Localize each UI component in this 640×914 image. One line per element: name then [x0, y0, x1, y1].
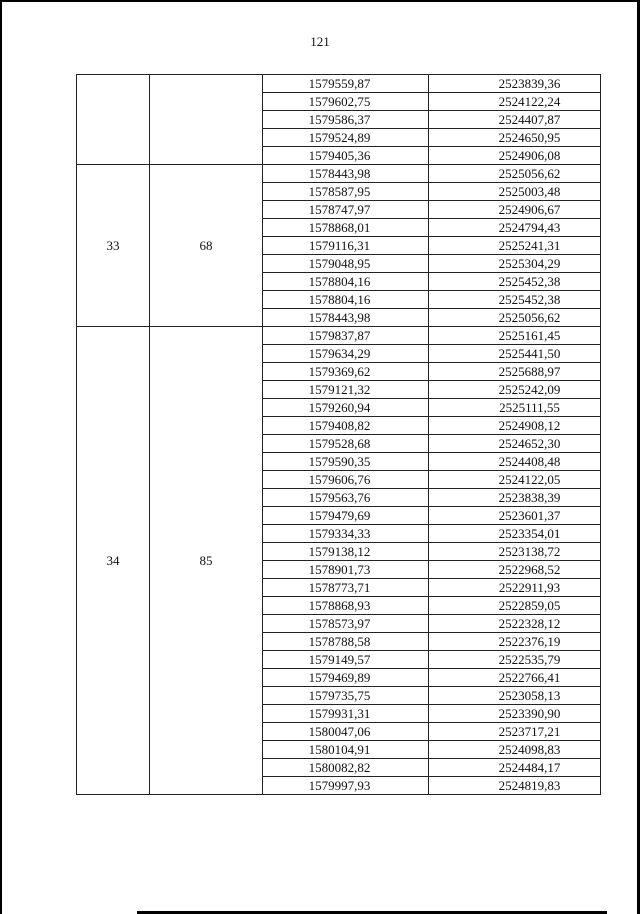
x-coordinate-cell: 1579121,32	[263, 381, 429, 399]
area-number-cell	[77, 75, 150, 165]
y-coordinate-cell: 2525688,97	[429, 363, 601, 381]
point-count-cell	[150, 75, 263, 165]
y-coordinate-cell: 2523839,36	[429, 75, 601, 93]
x-coordinate-cell: 1578901,73	[263, 561, 429, 579]
y-coordinate-cell: 2525161,45	[429, 327, 601, 345]
scan-border-top	[0, 0, 640, 2]
x-coordinate-cell: 1578868,93	[263, 597, 429, 615]
y-coordinate-cell: 2523601,37	[429, 507, 601, 525]
x-coordinate-cell: 1580104,91	[263, 741, 429, 759]
x-coordinate-cell: 1580082,82	[263, 759, 429, 777]
x-coordinate-cell: 1579837,87	[263, 327, 429, 345]
x-coordinate-cell: 1579479,69	[263, 507, 429, 525]
x-coordinate-cell: 1578573,97	[263, 615, 429, 633]
x-coordinate-cell: 1579931,31	[263, 705, 429, 723]
y-coordinate-cell: 2522911,93	[429, 579, 601, 597]
y-coordinate-cell: 2523138,72	[429, 543, 601, 561]
y-coordinate-cell: 2525452,38	[429, 273, 601, 291]
scan-border-left	[0, 0, 2, 914]
x-coordinate-cell: 1579138,12	[263, 543, 429, 561]
x-coordinate-cell: 1579405,36	[263, 147, 429, 165]
y-coordinate-cell: 2524908,12	[429, 417, 601, 435]
y-coordinate-cell: 2525003,48	[429, 183, 601, 201]
area-number-cell: 33	[77, 165, 150, 327]
x-coordinate-cell: 1579116,31	[263, 237, 429, 255]
x-coordinate-cell: 1579590,35	[263, 453, 429, 471]
x-coordinate-cell: 1579528,68	[263, 435, 429, 453]
y-coordinate-cell: 2525111,55	[429, 399, 601, 417]
y-coordinate-cell: 2525304,29	[429, 255, 601, 273]
y-coordinate-cell: 2524408,48	[429, 453, 601, 471]
y-coordinate-cell: 2525441,50	[429, 345, 601, 363]
x-coordinate-cell: 1578773,71	[263, 579, 429, 597]
x-coordinate-cell: 1578443,98	[263, 165, 429, 183]
y-coordinate-cell: 2522376,19	[429, 633, 601, 651]
y-coordinate-cell: 2525056,62	[429, 309, 601, 327]
x-coordinate-cell: 1578868,01	[263, 219, 429, 237]
y-coordinate-cell: 2525242,09	[429, 381, 601, 399]
y-coordinate-cell: 2524122,24	[429, 93, 601, 111]
x-coordinate-cell: 1580047,06	[263, 723, 429, 741]
y-coordinate-cell: 2524906,67	[429, 201, 601, 219]
x-coordinate-cell: 1579369,62	[263, 363, 429, 381]
area-number-cell: 34	[77, 327, 150, 795]
x-coordinate-cell: 1579048,95	[263, 255, 429, 273]
point-count-cell: 85	[150, 327, 263, 795]
x-coordinate-cell: 1579634,29	[263, 345, 429, 363]
y-coordinate-cell: 2522968,52	[429, 561, 601, 579]
y-coordinate-cell: 2524407,87	[429, 111, 601, 129]
y-coordinate-cell: 2524098,83	[429, 741, 601, 759]
page-number: 121	[310, 34, 330, 49]
x-coordinate-cell: 1578747,97	[263, 201, 429, 219]
y-coordinate-cell: 2522859,05	[429, 597, 601, 615]
x-coordinate-cell: 1578443,98	[263, 309, 429, 327]
x-coordinate-cell: 1579997,93	[263, 777, 429, 795]
x-coordinate-cell: 1579563,76	[263, 489, 429, 507]
point-count-cell: 68	[150, 165, 263, 327]
y-coordinate-cell: 2523058,13	[429, 687, 601, 705]
x-coordinate-cell: 1578804,16	[263, 273, 429, 291]
y-coordinate-cell: 2524650,95	[429, 129, 601, 147]
y-coordinate-cell: 2523354,01	[429, 525, 601, 543]
x-coordinate-cell: 1579408,82	[263, 417, 429, 435]
coordinates-table-body	[77, 75, 601, 795]
x-coordinate-cell: 1579334,33	[263, 525, 429, 543]
y-coordinate-cell: 2525056,62	[429, 165, 601, 183]
x-coordinate-cell: 1579735,75	[263, 687, 429, 705]
table-row	[77, 165, 601, 183]
coordinates-table	[76, 74, 601, 795]
y-coordinate-cell: 2524652,30	[429, 435, 601, 453]
x-coordinate-cell: 1579260,94	[263, 399, 429, 417]
x-coordinate-cell: 1578804,16	[263, 291, 429, 309]
y-coordinate-cell: 2525452,38	[429, 291, 601, 309]
x-coordinate-cell: 1579524,89	[263, 129, 429, 147]
x-coordinate-cell: 1579602,75	[263, 93, 429, 111]
y-coordinate-cell: 2522766,41	[429, 669, 601, 687]
x-coordinate-cell: 1579559,87	[263, 75, 429, 93]
y-coordinate-cell: 2523838,39	[429, 489, 601, 507]
y-coordinate-cell: 2523390,90	[429, 705, 601, 723]
y-coordinate-cell: 2524819,83	[429, 777, 601, 795]
x-coordinate-cell: 1579469,89	[263, 669, 429, 687]
y-coordinate-cell: 2522328,12	[429, 615, 601, 633]
y-coordinate-cell: 2524122,05	[429, 471, 601, 489]
y-coordinate-cell: 2522535,79	[429, 651, 601, 669]
y-coordinate-cell: 2524906,08	[429, 147, 601, 165]
y-coordinate-cell: 2524794,43	[429, 219, 601, 237]
y-coordinate-cell: 2525241,31	[429, 237, 601, 255]
x-coordinate-cell: 1579149,57	[263, 651, 429, 669]
x-coordinate-cell: 1579586,37	[263, 111, 429, 129]
x-coordinate-cell: 1578788,58	[263, 633, 429, 651]
y-coordinate-cell: 2523717,21	[429, 723, 601, 741]
x-coordinate-cell: 1579606,76	[263, 471, 429, 489]
table-row	[77, 75, 601, 93]
table-row	[77, 327, 601, 345]
y-coordinate-cell: 2524484,17	[429, 759, 601, 777]
x-coordinate-cell: 1578587,95	[263, 183, 429, 201]
